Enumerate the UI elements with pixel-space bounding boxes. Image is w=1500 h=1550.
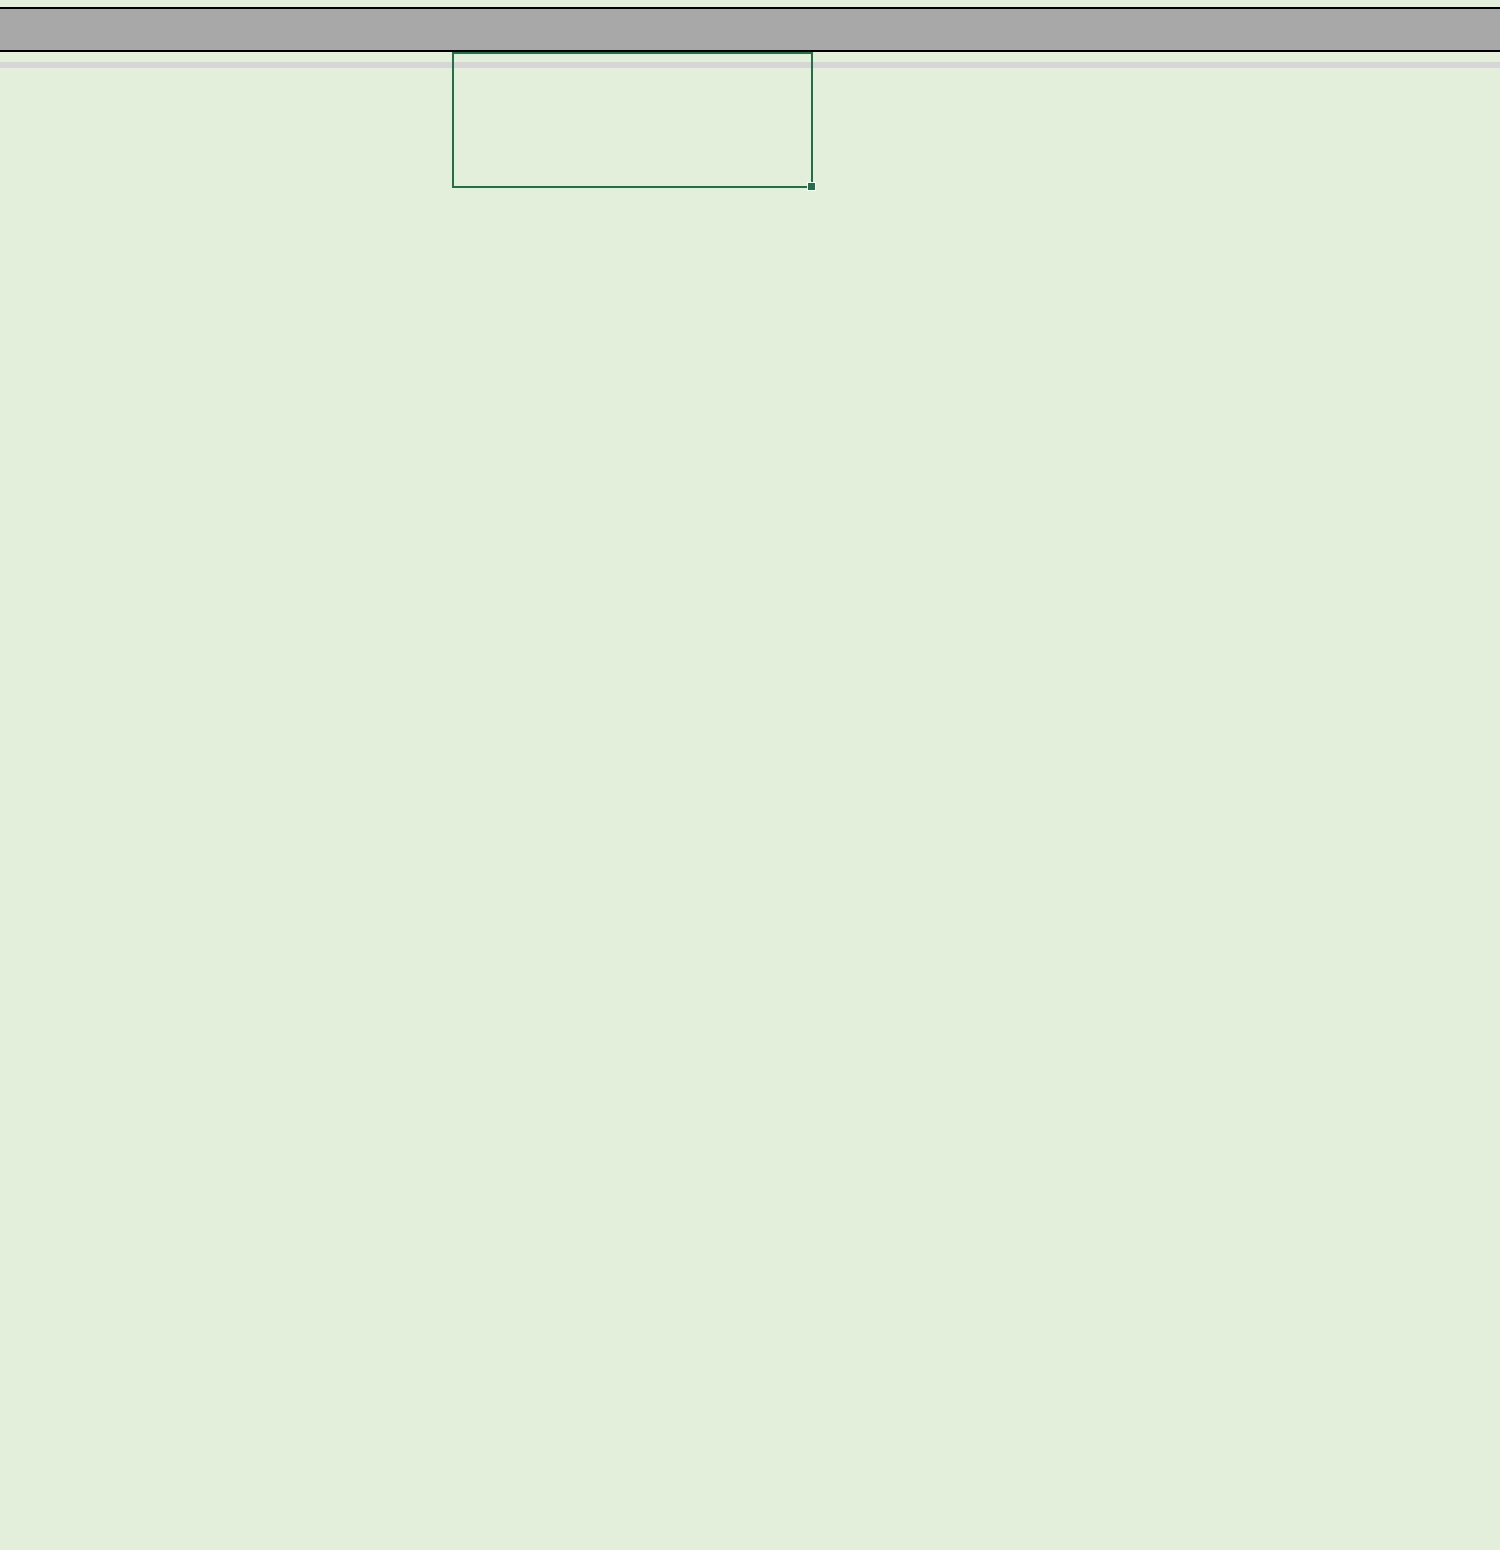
- fill-handle[interactable]: [807, 182, 816, 191]
- header-row: [0, 7, 1500, 52]
- selected-cell[interactable]: [452, 52, 813, 188]
- frozen-pane-divider: [0, 62, 1500, 68]
